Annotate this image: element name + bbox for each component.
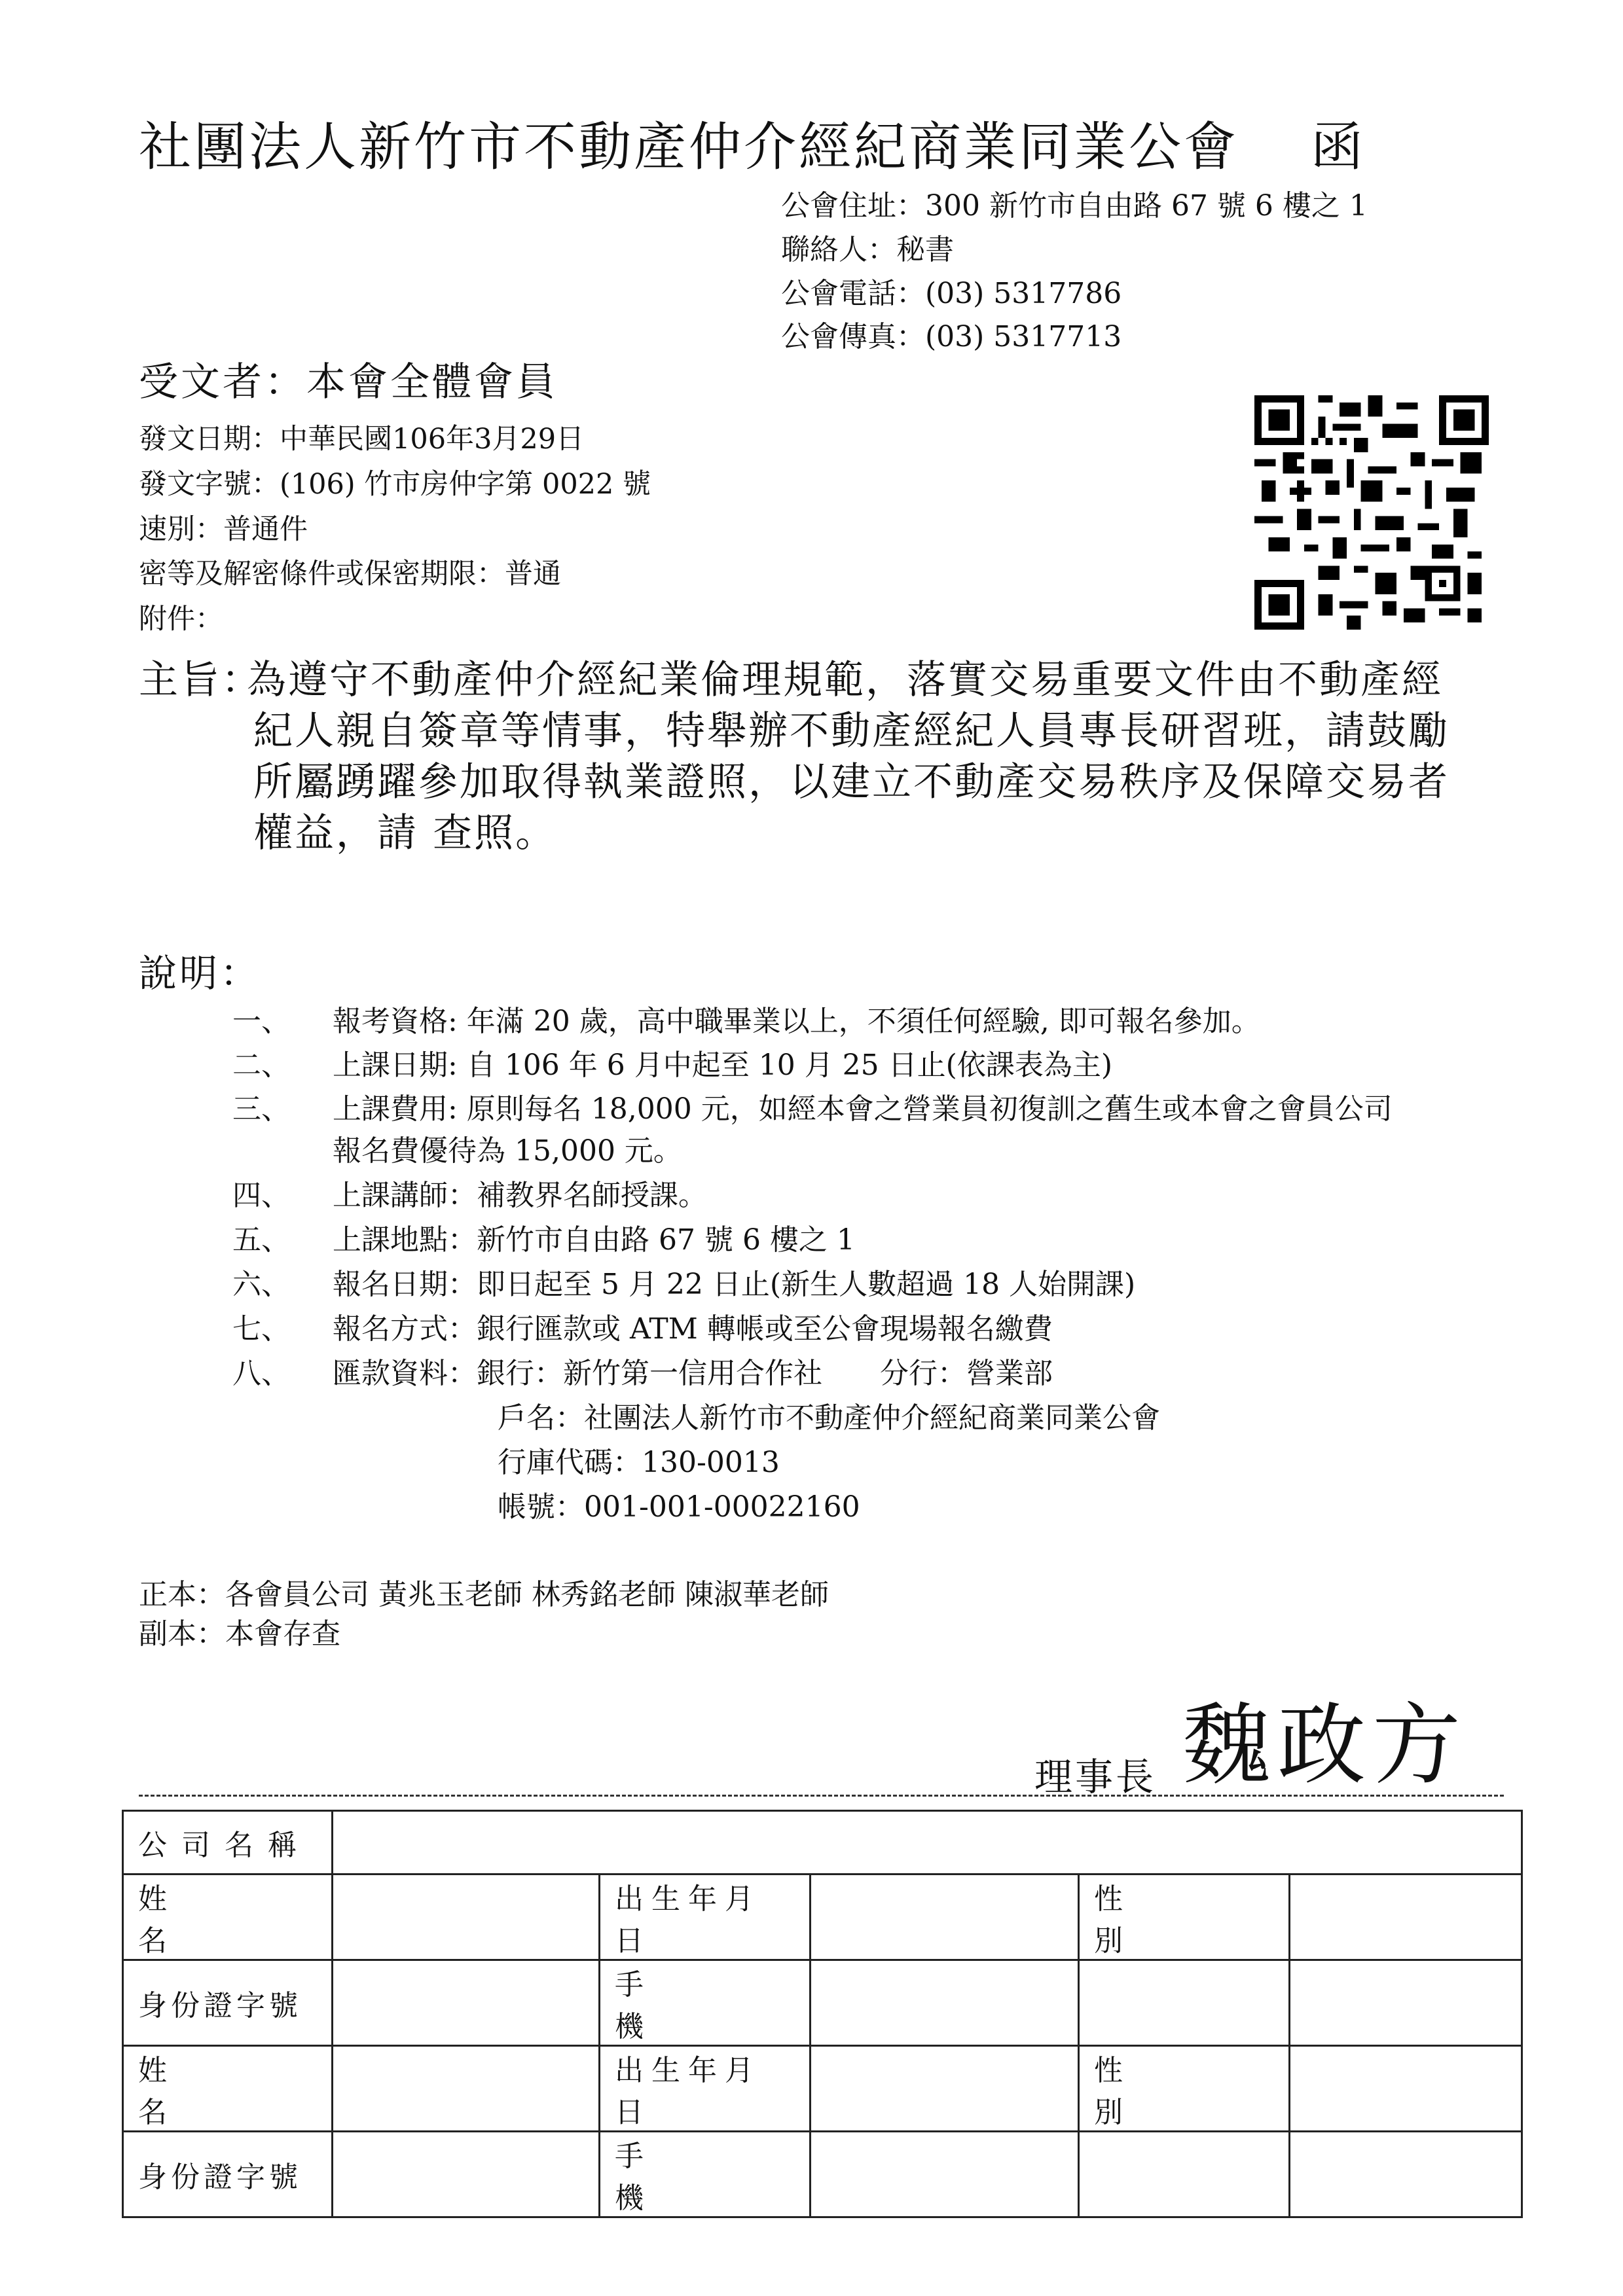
dob-label-cell (600, 1874, 811, 1960)
item-number: 六、 (232, 1268, 290, 1301)
item-text: 報考資格: 年滿 20 歲，高中職畢業以上，不須任何經驗, 即可報名參加。 (333, 1005, 1260, 1038)
phone-label-cell (600, 1960, 811, 2046)
bank-code: 行庫代碼：130-0013 (498, 1446, 780, 1479)
original-recipients: 正本：各會員公司 黃兆玉老師 林秀銘老師 陳淑華老師 (139, 1578, 829, 1611)
registration-form (122, 1810, 1523, 2218)
name-label-cell (123, 1874, 333, 1960)
contact-fax: 公會傳真：(03) 5317713 (781, 320, 1122, 353)
item-text: 上課講師：補教界名師授課。 (333, 1179, 707, 1212)
subject-line: 為遵守不動產仲介經紀業倫理規範，落實交易重要文件由不動產經 (247, 657, 1443, 703)
phone-input[interactable] (811, 2132, 1079, 2217)
attachment: 附件： (139, 603, 223, 636)
dob-label: 出生年月日 (615, 1882, 761, 1958)
speed-category: 速別：普通件 (139, 513, 308, 546)
company-label-cell (123, 1811, 333, 1874)
dob-input[interactable] (811, 2046, 1079, 2132)
item-text: 匯款資料：銀行：新竹第一信用合作社 分行：營業部 (333, 1357, 1053, 1390)
cut-line (139, 1795, 1504, 1797)
gender-input[interactable] (1290, 2046, 1522, 2132)
item-number: 五、 (232, 1223, 290, 1257)
phone-input[interactable] (811, 1960, 1079, 2046)
table-row (123, 2046, 1522, 2132)
id-input[interactable] (333, 1960, 600, 2046)
id-label: 身份證字號 (138, 2161, 302, 2194)
contact-phone: 公會電話：(03) 5317786 (781, 277, 1122, 310)
name-label-text: 姓名 (138, 1882, 291, 1958)
blank-cell (1079, 1960, 1290, 2046)
signer-role: 理事長 (1034, 1755, 1157, 1799)
item-text: 上課地點：新竹市自由路 67 號 6 樓之 1 (333, 1223, 855, 1257)
item-text: 報名方式：銀行匯款或 ATM 轉帳或至公會現場報名繳費 (333, 1312, 1053, 1346)
table-row (123, 1960, 1522, 2046)
table-row (123, 1874, 1522, 1960)
subject-body (247, 655, 1533, 859)
explanation-heading: 說明： (139, 951, 261, 996)
gender-label-cell (1079, 1874, 1290, 1960)
contact-person: 聯絡人：秘書 (781, 233, 954, 266)
document-title (139, 105, 1366, 180)
doc-type: 函 (1311, 117, 1366, 177)
item-number: 四、 (232, 1179, 290, 1212)
subject-line: 紀人親自簽章等情事，特舉辦不動產經紀人員專長研習班，請鼓勵 (253, 708, 1450, 754)
name-input[interactable] (333, 1874, 600, 1960)
gender-label: 性別 (1094, 1882, 1241, 1958)
company-input[interactable] (333, 1811, 1522, 1874)
contact-address: 公會住址：300 新竹市自由路 67 號 6 樓之 1 (781, 189, 1368, 223)
id-label-cell (123, 2132, 333, 2217)
subject-label: 主旨： (139, 657, 263, 703)
bank-account-number: 帳號：001-001-00022160 (498, 1490, 860, 1524)
org-name: 社團法人新竹市不動產仲介經紀商業同業公會 (139, 117, 1239, 177)
phone-label: 手機 (615, 1968, 755, 2043)
dob-label-cell (600, 2046, 811, 2132)
signer-name: 魏政方 (1182, 1694, 1468, 1797)
item-number: 三、 (232, 1092, 290, 1126)
phone-label: 手機 (615, 2140, 755, 2215)
item-number: 七、 (232, 1312, 290, 1346)
blank-cell (1290, 2132, 1522, 2217)
table-row (123, 2132, 1522, 2217)
name-label-cell (123, 2046, 333, 2132)
secrecy-level: 密等及解密條件或保密期限：普通 (139, 558, 561, 590)
bank-account-name: 戶名：社團法人新竹市不動產仲介經紀商業同業公會 (498, 1401, 1160, 1435)
item-number: 二、 (232, 1049, 290, 1082)
gender-label-cell (1079, 2046, 1290, 2132)
id-input[interactable] (333, 2132, 600, 2217)
name-input[interactable] (333, 2046, 600, 2132)
item-number: 八、 (232, 1357, 290, 1390)
recipient: 受文者：本會全體會員 (139, 359, 558, 405)
phone-label-cell (600, 2132, 811, 2217)
id-label: 身份證字號 (138, 1989, 302, 2022)
item-text: 報名日期：即日起至 5 月 22 日止(新生人數超過 18 人始開課) (333, 1268, 1136, 1301)
dob-label: 出生年月日 (615, 2054, 761, 2129)
issue-date: 發文日期：中華民國106年3月29日 (139, 423, 585, 456)
qr-code (1254, 395, 1489, 630)
blank-cell (1290, 1960, 1522, 2046)
name-label (138, 1875, 317, 1959)
subject-line: 所屬踴躍參加取得執業證照，以建立不動產交易秩序及保障交易者 (253, 759, 1450, 805)
company-label-text: 公司名稱 (138, 1829, 311, 1862)
subject-line: 權益，請 查照。 (253, 810, 557, 856)
item-text: 報名費優待為 15,000 元。 (333, 1134, 682, 1168)
item-number: 一、 (232, 1005, 290, 1038)
item-text: 上課費用: 原則每名 18,000 元，如經本會之營業員初復訓之舊生或本會之會員公司 (333, 1092, 1393, 1126)
table-row (123, 1811, 1522, 1874)
signature-block (1034, 1674, 1467, 1801)
gender-input[interactable] (1290, 1874, 1522, 1960)
copy-recipients: 副本：本會存查 (139, 1617, 340, 1651)
id-label-cell (123, 1960, 333, 2046)
gender-label: 性別 (1094, 2054, 1241, 2129)
item-text: 上課日期: 自 106 年 6 月中起至 10 月 25 日止(依課表為主) (333, 1049, 1112, 1082)
blank-cell (1079, 2132, 1290, 2217)
dob-input[interactable] (811, 1874, 1079, 1960)
company-label (138, 1821, 317, 1863)
issue-number: 發文字號：(106) 竹市房仲字第 0022 號 (139, 468, 651, 501)
name-label-text: 姓名 (138, 2054, 291, 2129)
